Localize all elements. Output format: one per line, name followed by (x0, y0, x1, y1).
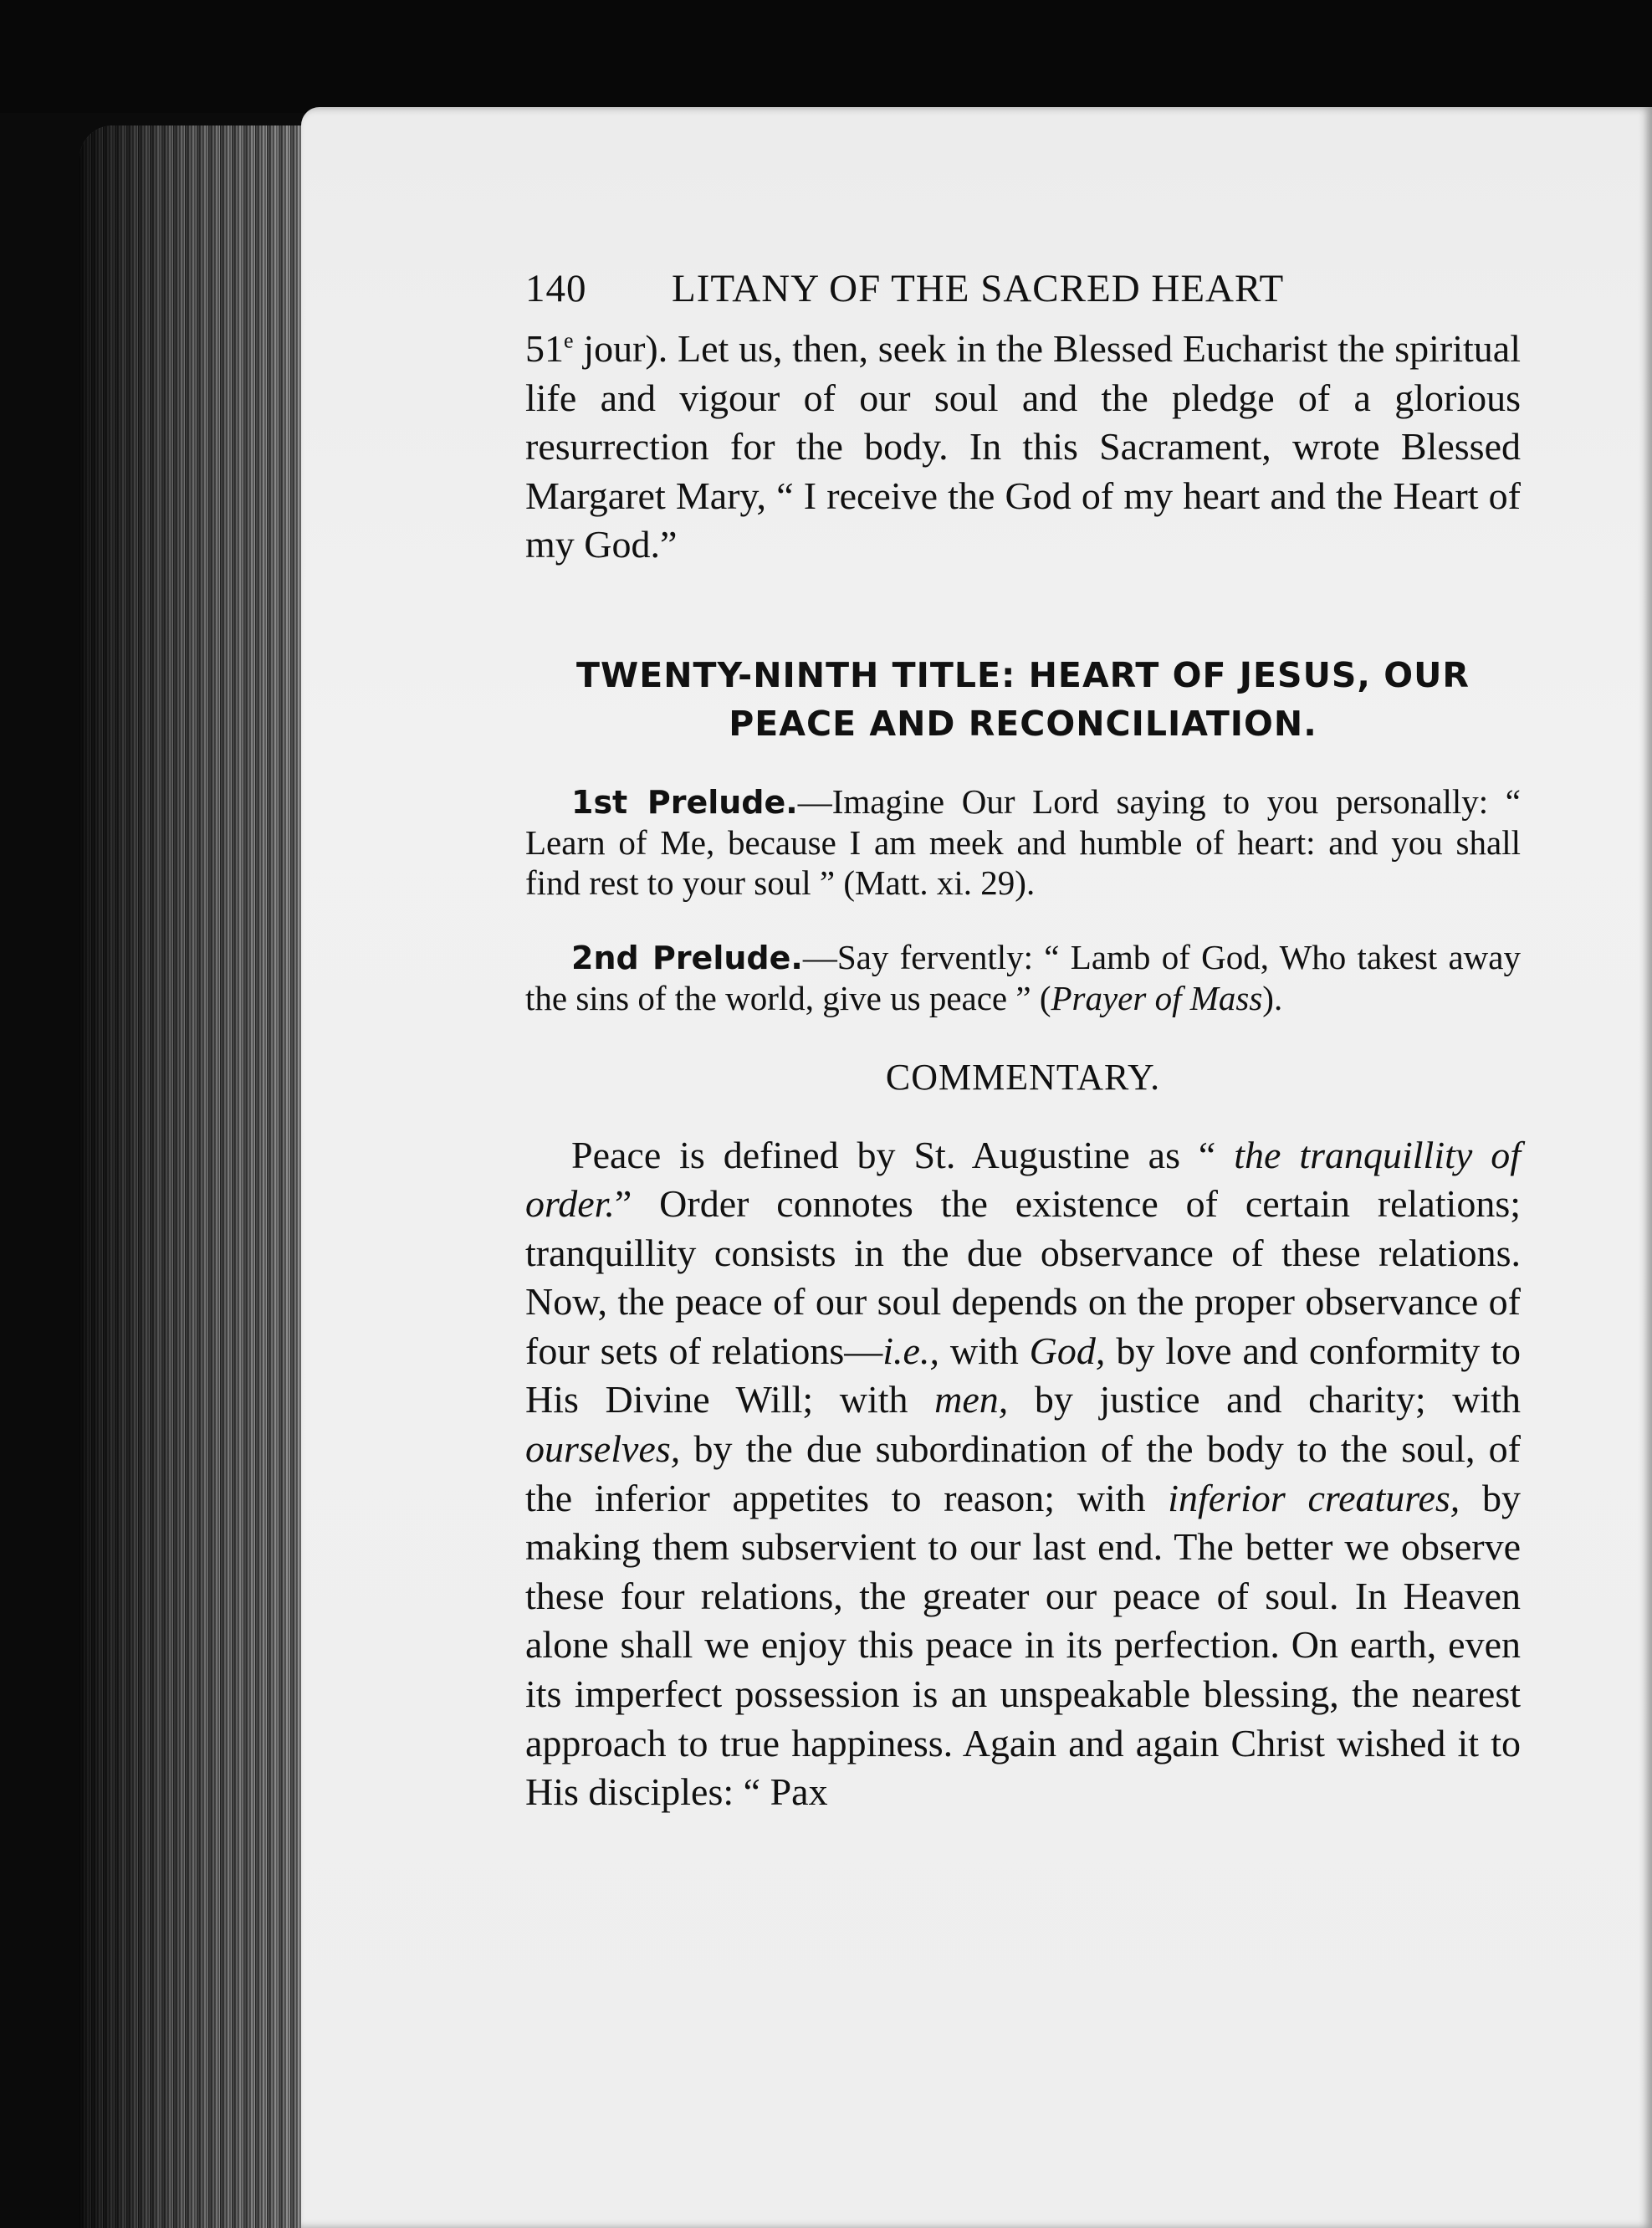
second-prelude-close: ). (1262, 978, 1283, 1017)
first-prelude-label: 1st Prelude. (571, 783, 798, 821)
commentary-italic-ourselves: ourselves, (525, 1427, 681, 1471)
page-edge-shadow (79, 125, 314, 2228)
commentary-italic-men: men, (934, 1378, 1009, 1421)
opening-paragraph (525, 325, 1521, 570)
dark-margin (0, 0, 1652, 113)
opening-prefix: 51 (525, 327, 564, 370)
chapter-title-line-1: TWENTY-NINTH TITLE: HEART OF JESUS, OUR (576, 654, 1470, 695)
commentary-italic-creatures: inferior creatures, (1168, 1476, 1460, 1519)
commentary-italic-definition: the tranquillity of order. (525, 1133, 1521, 1226)
commentary-text-a: Peace is defined by St. Augustine as “ (571, 1133, 1235, 1176)
running-header (525, 266, 1521, 325)
commentary-text-c: with (939, 1329, 1030, 1372)
page-text (525, 266, 1521, 1817)
opening-superscript: e (564, 328, 574, 353)
second-prelude (525, 937, 1521, 1018)
first-prelude-text: —Imagine Our Lord saying to you personally: “ Learn of Me, because I am meek and humble of heart: and you shall find rest to your soul ” (Matt. xi. 29). (525, 781, 1521, 902)
commentary-italic-god: God, (1029, 1329, 1106, 1372)
commentary-text-e: by justice and charity; with (1008, 1378, 1521, 1421)
second-prelude-source: Prayer of Mass (1051, 978, 1263, 1017)
second-prelude-text: —Say fervently: “ Lamb of God, Who takest away the sins of the world, give us peace ” ( (525, 937, 1521, 1017)
commentary-italic-ie: i.e., (882, 1329, 939, 1372)
opening-text: jour). Let us, then, seek in the Blessed Eucharist the spiritual life and vigour of our soul and the pledge of a glorious resurrection for the body. In this Sacrament, wrote Blessed Margaret Mary, “ I receive the God of my heart and the Heart of my God.” (525, 327, 1521, 566)
commentary-text-g: by making them subservient to our last end. The better we observe these four relations, the greater our peace of soul. In Heaven alone shall we enjoy this peace in its perfection. On earth, even its imperfect possession is an unspeakable blessing, the nearest approach to true happiness. Again and again Christ wished it to His disciples: “ Pax (525, 1476, 1521, 1814)
commentary-text-b: ” Order connotes the existence of certain relations; tranquillity consists in the due observance of these relations. Now, the peace of our soul depends on the proper observance of four sets of relations— (525, 1182, 1521, 1372)
second-prelude-label: 2nd Prelude. (571, 939, 803, 976)
page-number: 140 (525, 267, 587, 310)
chapter-title-line-2: PEACE AND RECONCILIATION. (729, 703, 1317, 744)
commentary-text-f: by the due subordination of the body to the soul, of the inferior appetites to reason; with (525, 1427, 1521, 1519)
running-title: LITANY OF THE SACRED HEART (672, 267, 1285, 310)
commentary-text-d: by love and conformity to His Divine Will; with (525, 1329, 1522, 1421)
commentary-paragraph (525, 1131, 1521, 1817)
first-prelude (525, 781, 1521, 903)
chapter-title (525, 651, 1521, 748)
commentary-heading: COMMENTARY. (885, 1056, 1161, 1098)
